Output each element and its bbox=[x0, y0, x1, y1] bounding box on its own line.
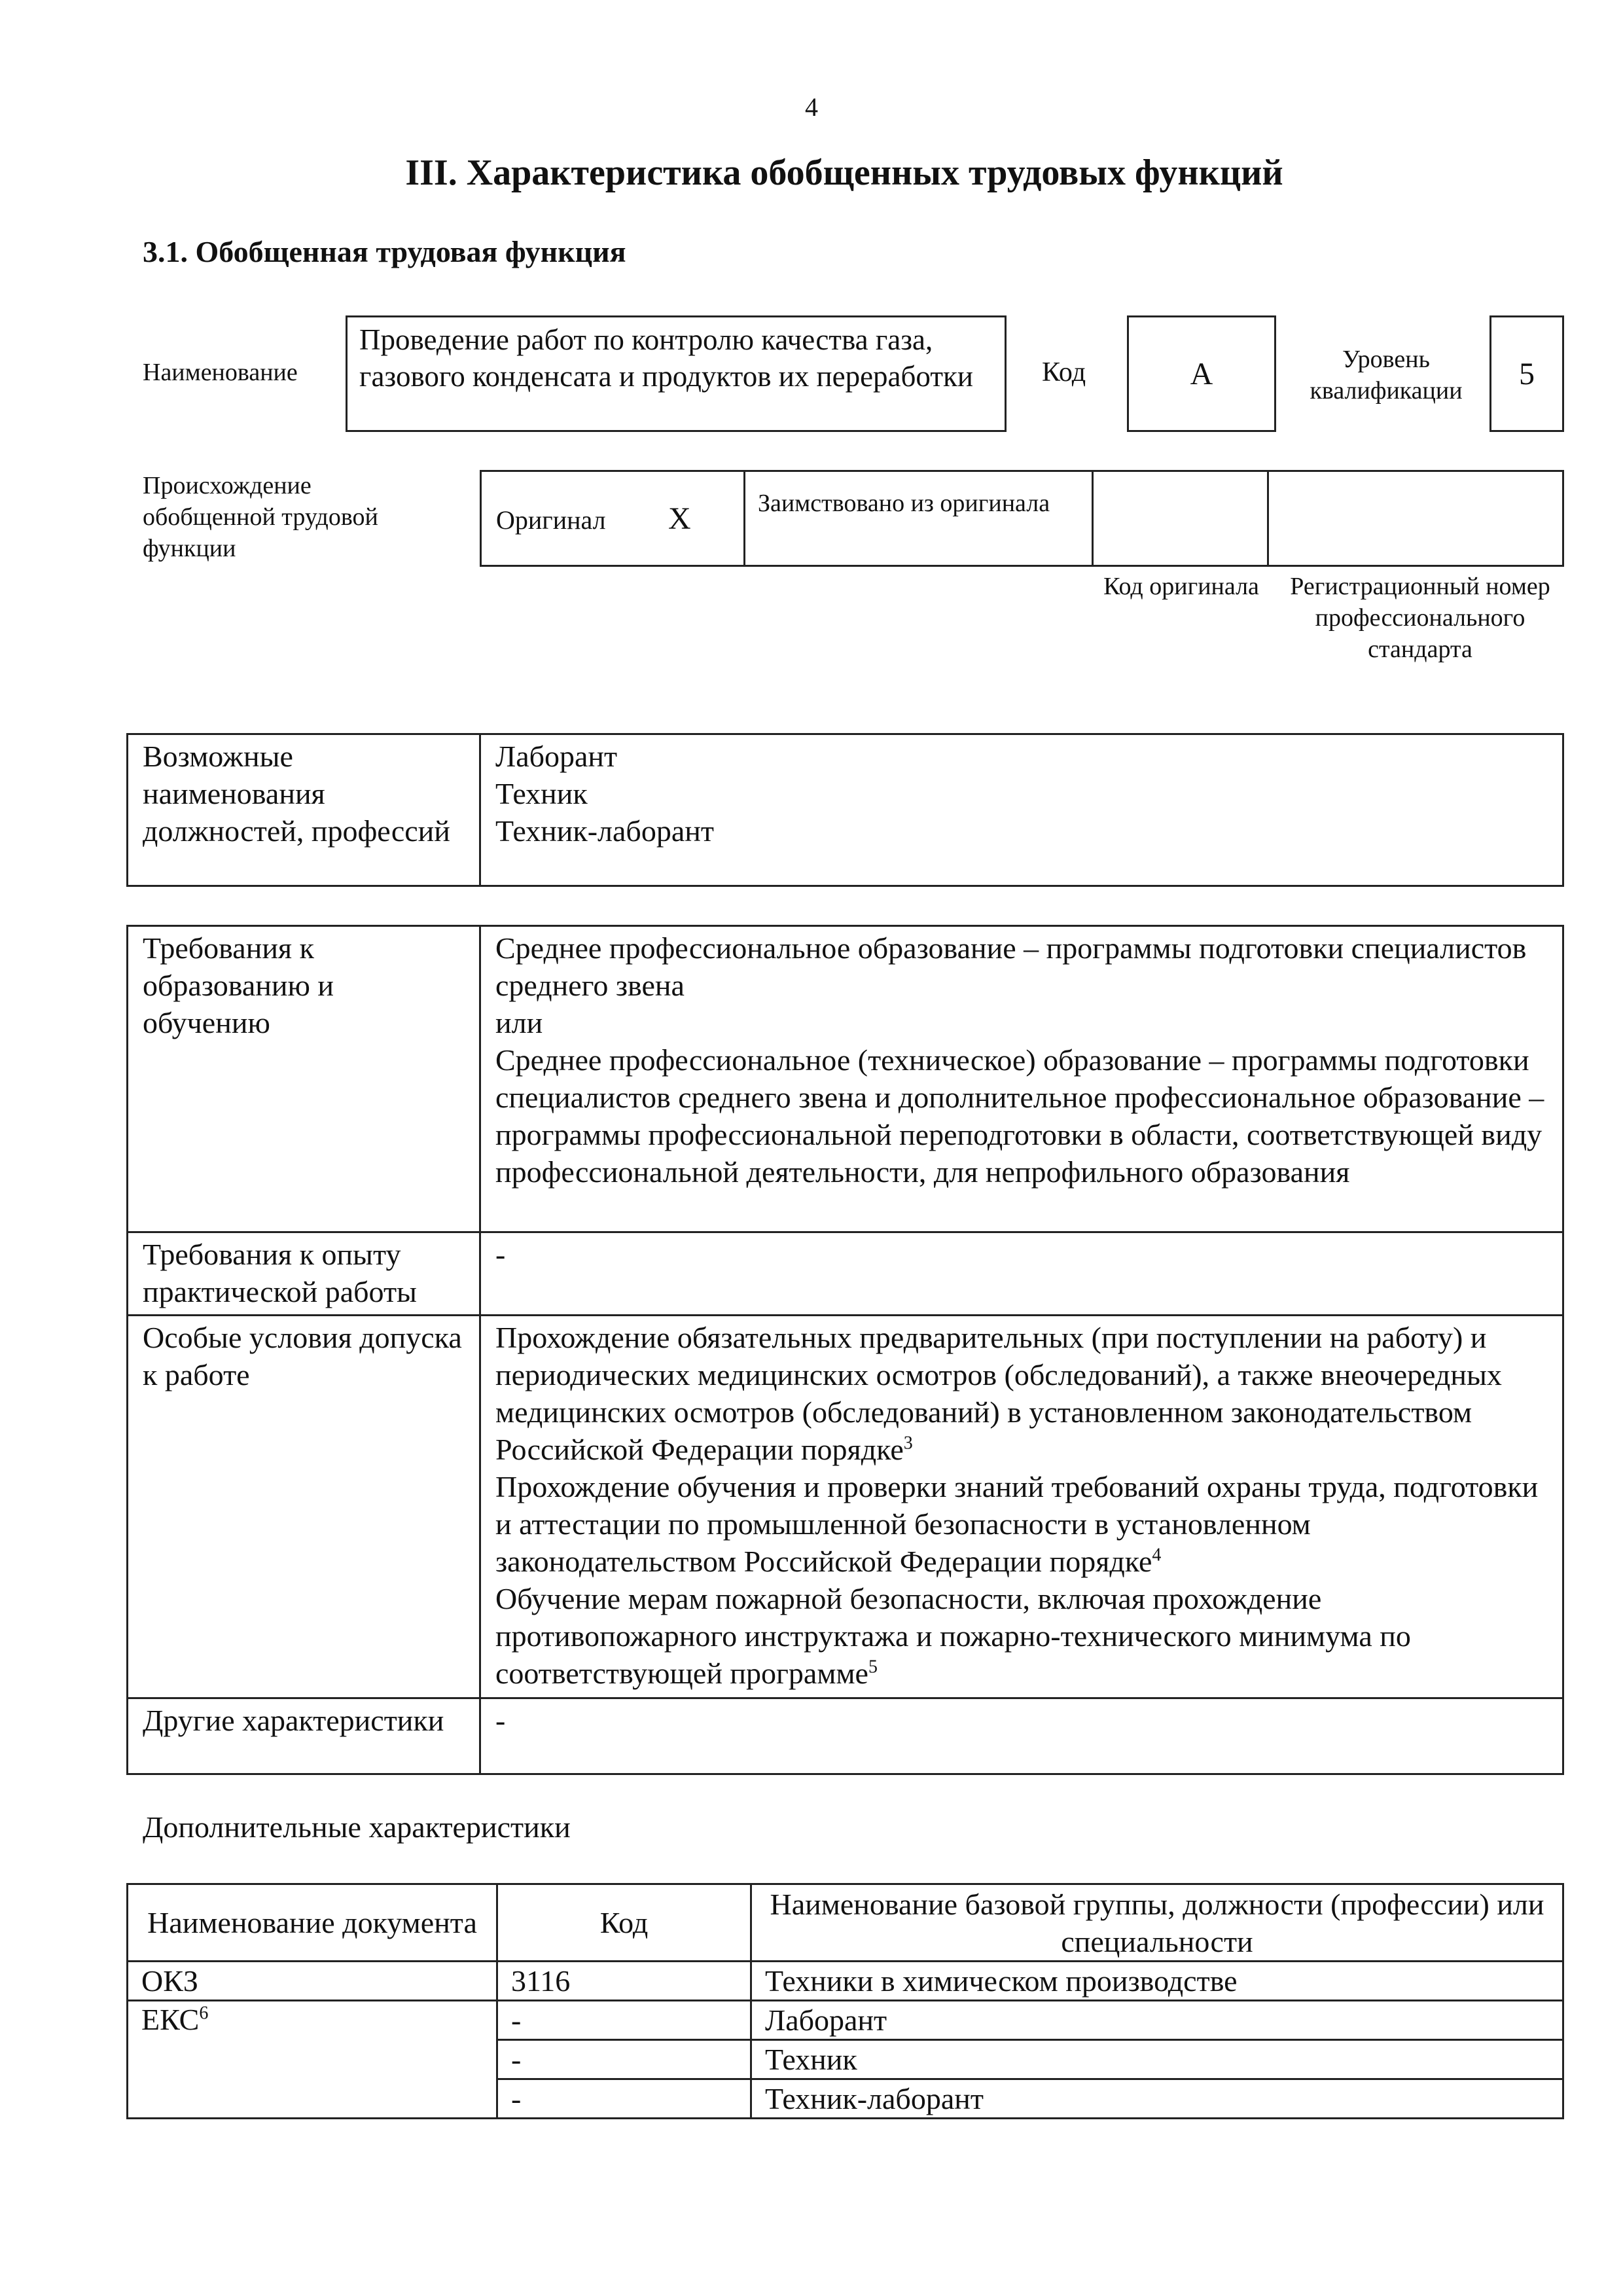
positions-list bbox=[480, 734, 1563, 886]
additional-table bbox=[126, 1883, 1564, 2119]
positions-table bbox=[126, 733, 1564, 887]
row-code: 3116 bbox=[497, 1962, 751, 2001]
position-item: Техник bbox=[495, 777, 588, 810]
req-education-value: Среднее профессиональное образование – программы подготовки специалистов среднего звена или Среднее профессиональное (техническое) образование – программы подготовки специалистов среднего звена и дополнительное профессиональное образование – программы профессиональной переподготовки в области, соответствующей виду профессиональной деятельности, для непрофильного образования bbox=[480, 926, 1563, 1232]
level-value: 5 bbox=[1519, 356, 1535, 391]
origin-divider-3 bbox=[1267, 472, 1269, 565]
admission-item: Прохождение обязательных предварительных (при поступлении на работу) и периодических медицинских осмотров (обследований), а также внеочередных медицинских осмотров (обследований) в установленном законодательством Российской Федерации порядке$^3$ bbox=[495, 1321, 1502, 1466]
borrowed-label: Заимствовано из оригинала bbox=[758, 490, 1050, 517]
col-header-code: Код bbox=[497, 1884, 751, 1962]
code-original-caption: Код оригинала bbox=[1103, 573, 1259, 600]
admission-item: Обучение мерам пожарной безопасности, включая прохождение противопожарного инструктажа и пожарно-технического минимума по соответствующей программе$^5$ bbox=[495, 1582, 1411, 1690]
footnote-ref: 4 bbox=[1152, 1545, 1162, 1566]
position-item: Техник-лаборант bbox=[495, 814, 714, 848]
code-label: Код bbox=[1042, 357, 1086, 387]
col-header-name: Наименование базовой группы, должности (профессии) или специальности bbox=[751, 1884, 1563, 1962]
row-name: Техник bbox=[751, 2040, 1563, 2079]
level-label: Уровень квалификации bbox=[1310, 346, 1463, 404]
req-other-label: Другие характеристики bbox=[128, 1698, 480, 1774]
name-value-box bbox=[346, 315, 1007, 432]
page-number: 4 bbox=[805, 92, 818, 122]
col-header-doc: Наименование документа bbox=[128, 1884, 497, 1962]
origin-divider-1 bbox=[743, 472, 745, 565]
position-item: Лаборант bbox=[495, 740, 618, 773]
subsection-title: 3.1. Обобщенная трудовая функция bbox=[143, 235, 626, 268]
row-name: Техник-лаборант bbox=[751, 2079, 1563, 2119]
row-name: Техники в химическом производстве bbox=[751, 1962, 1563, 2001]
row-code: - bbox=[497, 2079, 751, 2119]
requirements-table bbox=[126, 925, 1564, 1775]
section-title: III. Характеристика обобщенных трудовых функций bbox=[405, 152, 1283, 193]
table-row bbox=[128, 1962, 1563, 2001]
name-value: Проведение работ по контролю качества газа, газового конденсата и продуктов их переработки bbox=[359, 323, 973, 393]
additional-title: Дополнительные характеристики bbox=[143, 1810, 571, 1844]
row-doc: ОКЗ bbox=[128, 1962, 497, 2001]
name-label: Наименование bbox=[143, 359, 298, 386]
row-name: Лаборант bbox=[751, 2001, 1563, 2040]
origin-table bbox=[480, 470, 1564, 567]
footnote-ref: 6 bbox=[199, 2003, 209, 2024]
req-experience-value: - bbox=[480, 1232, 1563, 1316]
req-education-label: Требования к образованию и обучению bbox=[128, 926, 480, 1232]
code-value-box bbox=[1127, 315, 1276, 432]
footnote-ref: 5 bbox=[868, 1657, 878, 1677]
table-row bbox=[128, 2001, 1563, 2040]
req-experience-label: Требования к опыту практической работы bbox=[128, 1232, 480, 1316]
origin-divider-2 bbox=[1092, 472, 1094, 565]
reg-number-caption: Регистрационный номер профессионального стандарта bbox=[1290, 573, 1550, 663]
level-value-box bbox=[1489, 315, 1564, 432]
footnote-ref: 3 bbox=[903, 1433, 913, 1454]
req-admission-value bbox=[480, 1316, 1563, 1698]
row-code: - bbox=[497, 2040, 751, 2079]
original-label: Оригинал bbox=[496, 505, 606, 535]
req-admission-label: Особые условия допуска к работе bbox=[128, 1316, 480, 1698]
row-doc: ЕКС$^6$ bbox=[128, 2001, 497, 2119]
admission-item: Прохождение обучения и проверки знаний требований охраны труда, подготовки и аттестации по промышленной безопасности в установленном законодательством Российской Федерации порядке$^4$ bbox=[495, 1470, 1539, 1578]
origin-label: Происхождение обобщенной трудовой функции bbox=[143, 472, 378, 562]
original-mark: Х bbox=[668, 501, 691, 536]
code-value: А bbox=[1190, 356, 1213, 391]
row-code: - bbox=[497, 2001, 751, 2040]
req-other-value: - bbox=[480, 1698, 1563, 1774]
positions-label: Возможные наименования должностей, профессий bbox=[128, 734, 480, 886]
